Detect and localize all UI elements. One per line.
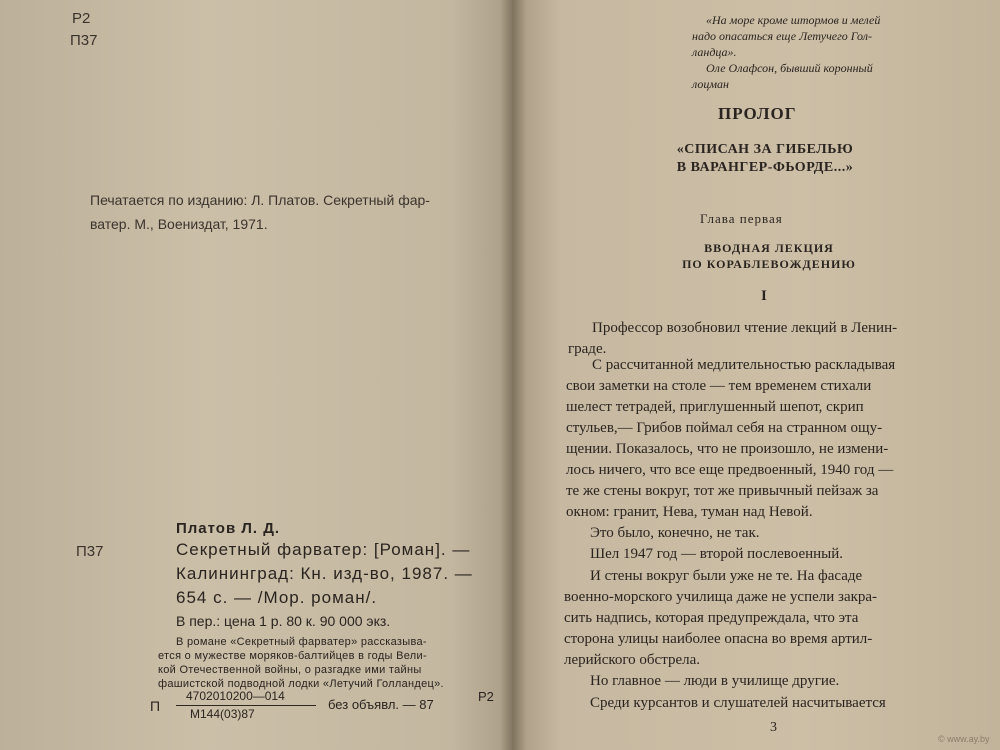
text-line-3: С рассчитанной медлительностью раскладывая	[592, 357, 896, 373]
biblio-line-3: 654 с. — /Мор. роман/.	[176, 588, 378, 607]
index-code-bottom: М144(03)87	[190, 707, 255, 721]
text-line-7: щении. Показалось, что не произошло, не измени-	[566, 441, 889, 457]
text-line-19: Среди курсантов и слушателей насчитывается	[590, 695, 886, 711]
price-and-print-run: В пер.: цена 1 р. 80 к. 90 000 экз.	[176, 613, 391, 629]
book-gutter	[500, 0, 526, 750]
text-line-18: Но главное — люди в училище другие.	[590, 673, 840, 689]
text-line-8: лось ничего, что все еще предвоенный, 1940 год —	[566, 462, 894, 478]
section-subtitle-1: «СПИСАН ЗА ГИБЕЛЬЮ	[676, 142, 854, 157]
chapter-title-2: ПО КОРАБЛЕВОЖДЕНИЮ	[682, 257, 856, 271]
text-line-12: Шел 1947 год — второй послевоенный.	[590, 546, 844, 562]
text-line-17: лерийского обстрела.	[564, 652, 700, 668]
fraction-rule	[176, 705, 316, 706]
distribution-note: без объявл. — 87	[328, 697, 434, 712]
biblio-line-1: Секретный фарватер: [Роман]. —	[176, 540, 471, 559]
classification-code-second: П37	[70, 32, 98, 49]
bottom-right-code: Р2	[478, 689, 494, 704]
biblio-line-2: Калининград: Кн. изд-во, 1987. —	[176, 564, 473, 583]
text-line-5: шелест тетрадей, приглушенный шепот, скрип	[566, 399, 864, 415]
text-line-1: Профессор возобновил чтение лекций в Ленин-	[592, 320, 898, 336]
text-line-2: граде.	[568, 341, 607, 357]
imprint-line-1: Печатается по изданию: Л. Платов. Секретный фар-	[90, 192, 430, 208]
text-line-13: И стены вокруг были уже не те. На фасаде	[590, 568, 863, 584]
epigraph-attribution-2: лоцман	[692, 77, 729, 91]
text-line-16: сторона улицы наиболее опасна во время артил-	[564, 631, 873, 647]
classification-code-side: П37	[76, 543, 104, 560]
section-subtitle-2: В ВАРАНГЕР-ФЬОРДЕ...»	[676, 160, 854, 175]
epigraph-line-2: надо опасаться еще Летучего Гол-	[692, 29, 872, 43]
page-number: 3	[770, 720, 777, 735]
epigraph-line-3: ландца».	[692, 45, 737, 59]
section-title: ПРОЛОГ	[718, 104, 797, 123]
chapter-title-1: ВВОДНАЯ ЛЕКЦИЯ	[704, 241, 834, 255]
text-line-9: те же стены вокруг, тот же привычный пейзаж за	[566, 483, 879, 499]
text-line-11: Это было, конечно, не так.	[590, 525, 760, 541]
classification-code-top: Р2	[72, 10, 91, 27]
index-code-top: 4702010200—014	[186, 689, 285, 703]
annotation-line-1: В романе «Секретный фарватер» рассказыва-	[176, 636, 427, 648]
annotation-line-4: фашистской подводной лодки «Летучий Голландец».	[158, 678, 444, 690]
text-line-14: военно-морского училища даже не успели закра-	[564, 589, 878, 605]
bottom-letter: П	[150, 698, 161, 714]
annotation-line-2: ется о мужестве моряков-балтийцев в годы Вели-	[158, 650, 427, 662]
annotation-line-3: кой Отечественной войны, о разгадке ими тайны	[158, 664, 422, 676]
text-line-6: стульев,— Грибов поймал себя на странном ощу-	[566, 420, 883, 436]
text-line-15: сить надпись, которая предупреждала, что эта	[564, 610, 859, 626]
watermark: © www.ay.by	[938, 734, 990, 744]
part-number: I	[761, 288, 767, 304]
imprint-line-2: ватер. М., Воениздат, 1971.	[90, 216, 268, 232]
text-line-10: окном: гранит, Нева, туман над Невой.	[566, 504, 813, 520]
epigraph-attribution-1: Оле Олафсон, бывший коронный	[706, 61, 873, 75]
author-name: Платов Л. Д.	[176, 520, 281, 537]
chapter-label: Глава первая	[700, 211, 783, 226]
text-line-4: свои заметки на столе — тем временем стихали	[566, 378, 872, 394]
epigraph-line-1: «На море кроме штормов и мелей	[706, 13, 881, 27]
